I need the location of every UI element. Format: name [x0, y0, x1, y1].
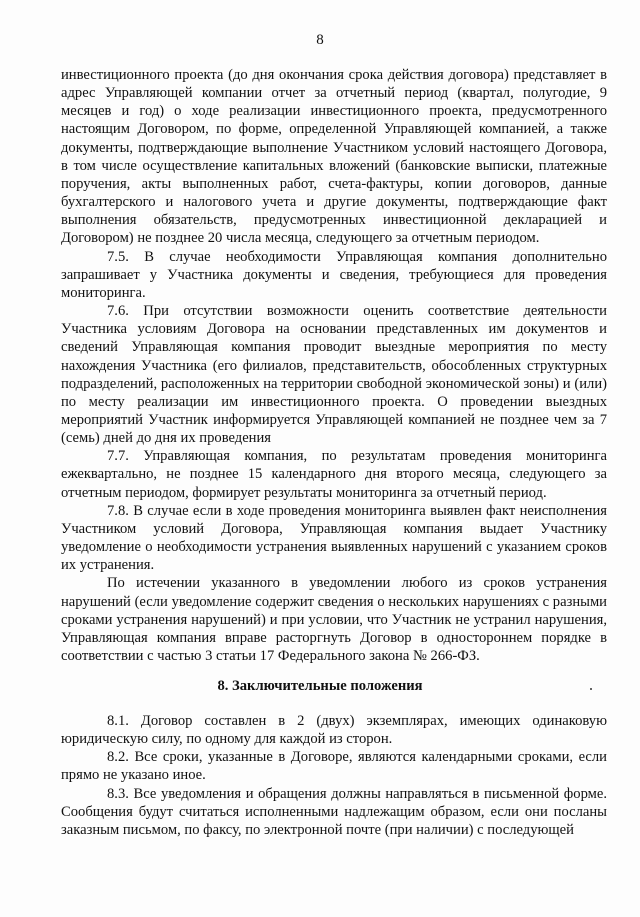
paragraph-7-8: 7.8. В случае если в ходе проведения мониторинга выявлен факт неисполнения Участником условий Договора, Управляющая компания выдает Участнику уведомление о необходимости устранения выявленных нарушений с указанием сроков их устранения.	[61, 502, 607, 574]
section-8-body	[61, 712, 607, 839]
section-8-title: 8. Заключительные положения	[217, 678, 423, 694]
paragraph-7-7: 7.7. Управляющая компания, по результатам проведения мониторинга ежеквартально, не позднее 15 календарного дня второго месяца, следующего за отчетным периодом, формирует результаты мониторинга за отчетный период.	[61, 448, 607, 501]
paragraph-7-4-continuation: инвестиционного проекта (до дня окончания срока действия договора) представляет в адрес Управляющей компании отчет за отчетный период (квартал, полугодие, 9 месяцев и год) о ходе реализации инвестиционного проекта, предусмотренного настоящим Договором, по форме, определенной Управляющей компанией, а также документы, подтверждающие выполнение Участником условий настоящего Договора, в том числе осуществление капитальных вложений (банковские выписки, платежные поручения, акты выполненных работ, счета-фактуры, копии договоров, данные бухгалтерского и налогового учета и другие документы, подтверждающие факт выполнения обязательств, предусмотренных инвестиционной декларацией и Договором) не позднее 20 числа месяца, следующего за отчетным периодом.	[61, 67, 607, 247]
paragraph-7-8-expiry: По истечении указанного в уведомлении любого из сроков устранения нарушений (если уведомление содержит сведения о нескольких нарушениях с разными сроками устранения нарушений) и при условии, что Участник не устранил нарушения, Управляющая компания вправе расторгнуть Договор в одностороннем порядке в соответствии с частью 3 статьи 17 Федерального закона № 266-ФЗ.	[61, 575, 607, 664]
page-number: 8	[316, 32, 324, 48]
paragraph-8-1: 8.1. Договор составлен в 2 (двух) экземплярах, имеющих одинаковую юридическую силу, по одному для каждой из сторон.	[61, 713, 607, 748]
scan-speck	[590, 688, 592, 690]
section-7-body	[61, 66, 607, 665]
paragraph-7-6: 7.6. При отсутствии возможности оценить соответствие деятельности Участника условиям Договора на основании представленных им документов и сведений Управляющая компания проводит выездные мероприятия по месту нахождения Участника (его филиалов, представительств, обособленных структурных подразделений, расположенных на территории свободной экономической зоны) и (или) по месту реализации им инвестиционного проекта. О проведении выездных мероприятий Участник информируется Управляющей компанией не позднее чем за 7 (семь) дней до дня их проведения	[61, 303, 607, 447]
paragraph-8-2: 8.2. Все сроки, указанные в Договоре, являются календарными сроками, если прямо не указано иное.	[61, 749, 607, 784]
paragraph-7-5: 7.5. В случае необходимости Управляющая компания дополнительно запрашивает у Участника документы и сведения, требующиеся для проведения мониторинга.	[61, 248, 607, 301]
paragraph-8-3: 8.3. Все уведомления и обращения должны направляться в письменной форме. Сообщения будут считаться исполненными надлежащим образом, если они посланы заказным письмом, по факсу, по электронной почте (при наличии) с последующей	[61, 785, 607, 838]
